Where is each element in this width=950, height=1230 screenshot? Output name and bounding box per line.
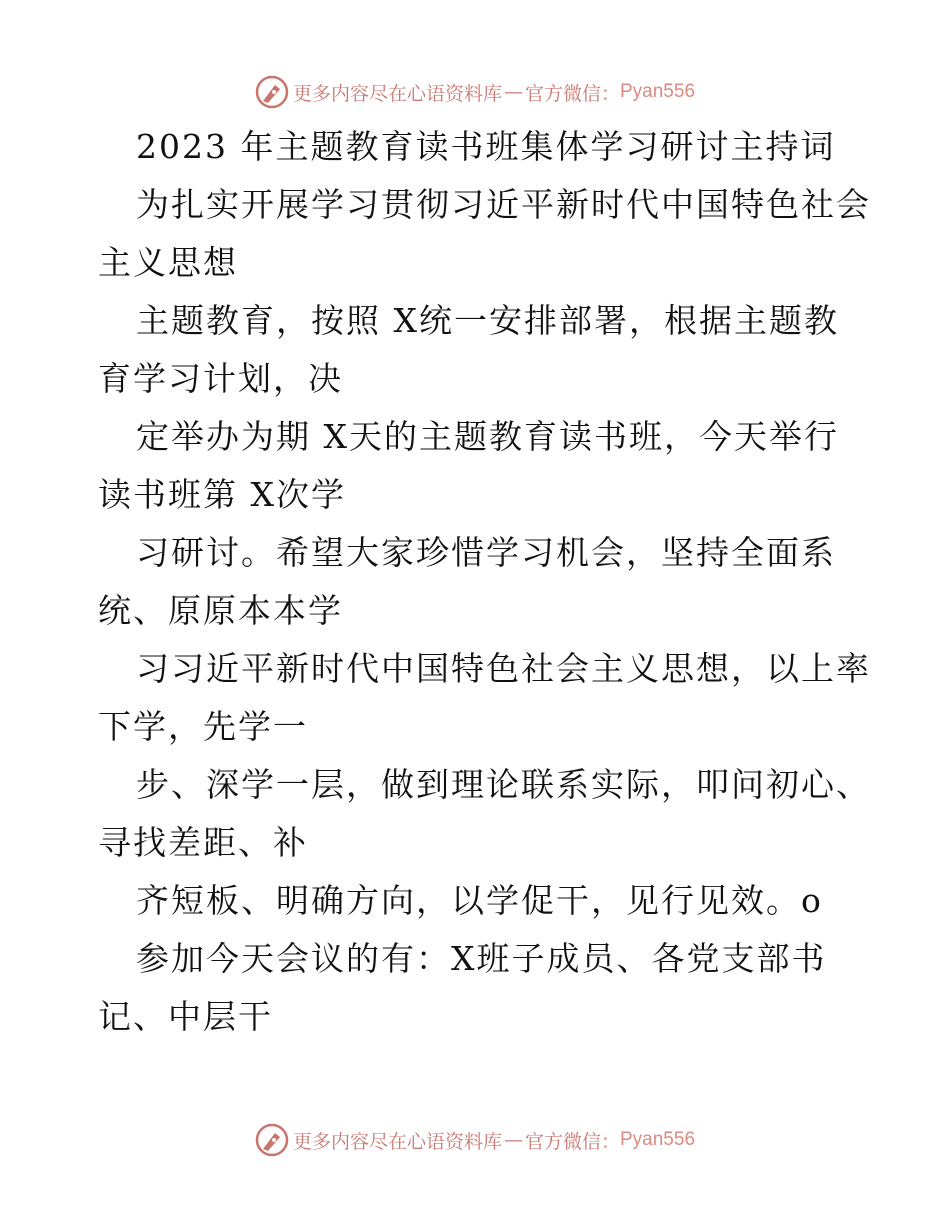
text-line: 主义思想: [98, 243, 238, 282]
watermark-id: Pyan556: [620, 81, 696, 102]
watermark-text: 更多内容尽在心语资料库: [292, 1130, 502, 1153]
watermark-separator: —: [503, 81, 523, 103]
text-line: 为扎实开展学习贯彻习近平新时代中国特色社会: [136, 185, 871, 224]
footer-watermark: [0, 1120, 950, 1160]
text-line: 习研讨。希望大家珍惜学习机会，坚持全面系: [136, 533, 836, 572]
text-line: 步、深学一层，做到理论联系实际，叩问初心、: [136, 765, 871, 804]
watermark-label: 官方微信：: [524, 1130, 620, 1153]
text-line: 主题教育，按照 X统一安排部署，根据主题教: [136, 301, 839, 340]
header-watermark: [0, 72, 950, 112]
document-body: [98, 118, 871, 1046]
text-line: 育学习计划，决: [98, 359, 343, 398]
watermark-separator: —: [503, 1129, 523, 1151]
text-line: 定举办为期 X天的主题教育读书班，今天举行: [136, 417, 839, 456]
watermark-id: Pyan556: [620, 1129, 696, 1150]
text-line: 记、中层干: [98, 997, 273, 1036]
document-title: 2023 年主题教育读书班集体学习研讨主持词: [136, 127, 836, 166]
text-line: 读书班第 X次学: [98, 475, 346, 514]
watermark-text: 更多内容尽在心语资料库: [292, 82, 502, 105]
watermark-label: 官方微信：: [524, 82, 620, 105]
text-line: 统、原原本本学: [98, 591, 343, 630]
text-line: 参加今天会议的有：X班子成员、各党支部书: [136, 939, 827, 978]
text-line: 习习近平新时代中国特色社会主义思想，以上率: [136, 649, 871, 688]
text-line: 齐短板、明确方向，以学促干，见行见效。o: [136, 881, 823, 920]
text-line: 下学，先学一: [98, 707, 308, 746]
pen-nib-logo-icon: [255, 1123, 289, 1157]
text-line: 寻找差距、补: [98, 823, 308, 862]
pen-nib-logo-icon: [255, 75, 289, 109]
